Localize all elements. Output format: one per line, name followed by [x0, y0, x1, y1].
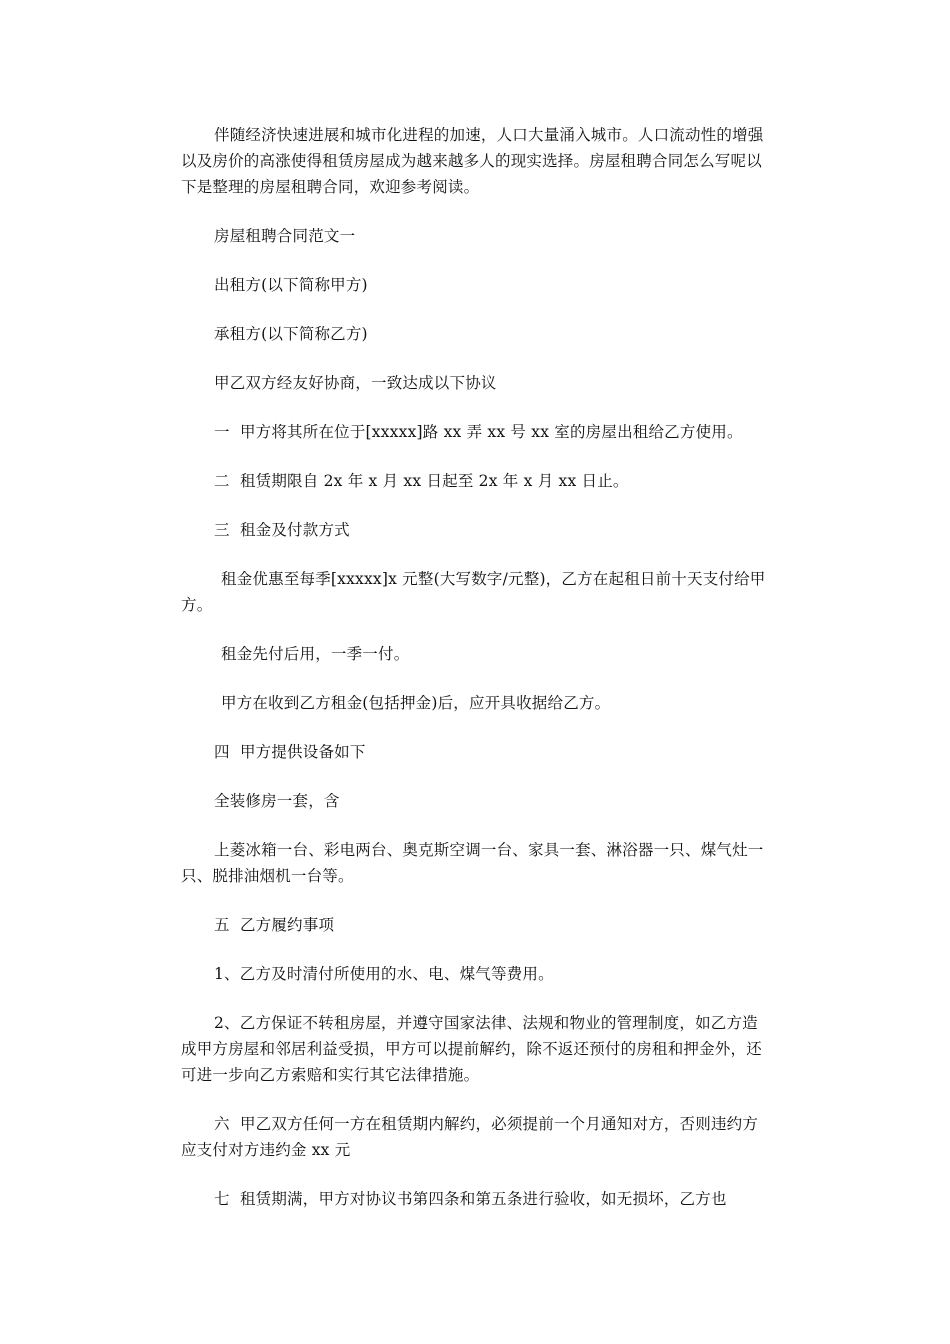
intro-paragraph: 伴随经济快速进展和城市化进程的加速，人口大量涌入城市。人口流动性的增强以及房价的高涨使得租赁房屋成为越来越多人的现实选择。房屋租聘合同怎么写呢以下是整理的房屋租聘合同，欢迎参考阅读。: [181, 126, 764, 196]
clause-3-rent-amount: 租金优惠至每季[xxxxx]x 元整(大写数字/元整)，乙方在起租日前十天支付给甲方。: [181, 570, 766, 614]
clause-4-furnishing: 全装修房一套，含: [214, 792, 340, 810]
clause-5-item-1: 1、乙方及时清付所使用的水、电、煤气等费用。: [214, 965, 554, 983]
clause-2: 二 租赁期限自 2x 年 x 月 xx 日起至 2x 年 x 月 xx 日止。: [214, 472, 629, 490]
section-title: 房屋租聘合同范文一: [214, 227, 356, 245]
clause-4-appliances: 上菱冰箱一台、彩电两台、奥克斯空调一台、家具一套、淋浴器一只、煤气灶一只、脱排油烟机一台等。: [181, 841, 764, 885]
clause-6: 六 甲乙双方任何一方在租赁期内解约，必须提前一个月通知对方，否则违约方应支付对方违约金 xx 元: [181, 1115, 759, 1159]
lessee-line: 承租方(以下简称乙方): [214, 325, 368, 343]
clause-5-title: 五 乙方履约事项: [214, 916, 335, 934]
clause-3-title: 三 租金及付款方式: [214, 521, 350, 539]
document-body: [181, 122, 771, 1235]
agreement-line: 甲乙双方经友好协商，一致达成以下协议: [214, 374, 497, 392]
clause-3-payment-terms: 租金先付后用，一季一付。: [221, 645, 410, 663]
clause-1: 一 甲方将其所在位于[xxxxx]路 xx 弄 xx 号 xx 室的房屋出租给乙方使用。: [214, 423, 743, 441]
clause-3-receipt: 甲方在收到乙方租金(包括押金)后，应开具收据给乙方。: [221, 694, 611, 712]
clause-7: 七 租赁期满，甲方对协议书第四条和第五条进行验收，如无损坏，乙方也: [214, 1190, 727, 1208]
clause-4-title: 四 甲方提供设备如下: [214, 743, 366, 761]
lessor-line: 出租方(以下简称甲方): [214, 276, 368, 294]
clause-5-item-2: 2、乙方保证不转租房屋，并遵守国家法律、法规和物业的管理制度，如乙方造成甲方房屋和邻居利益受损，甲方可以提前解约，除不返还预付的房租和押金外，还可进一步向乙方索赔和实行其它法律措施。: [181, 1014, 762, 1084]
